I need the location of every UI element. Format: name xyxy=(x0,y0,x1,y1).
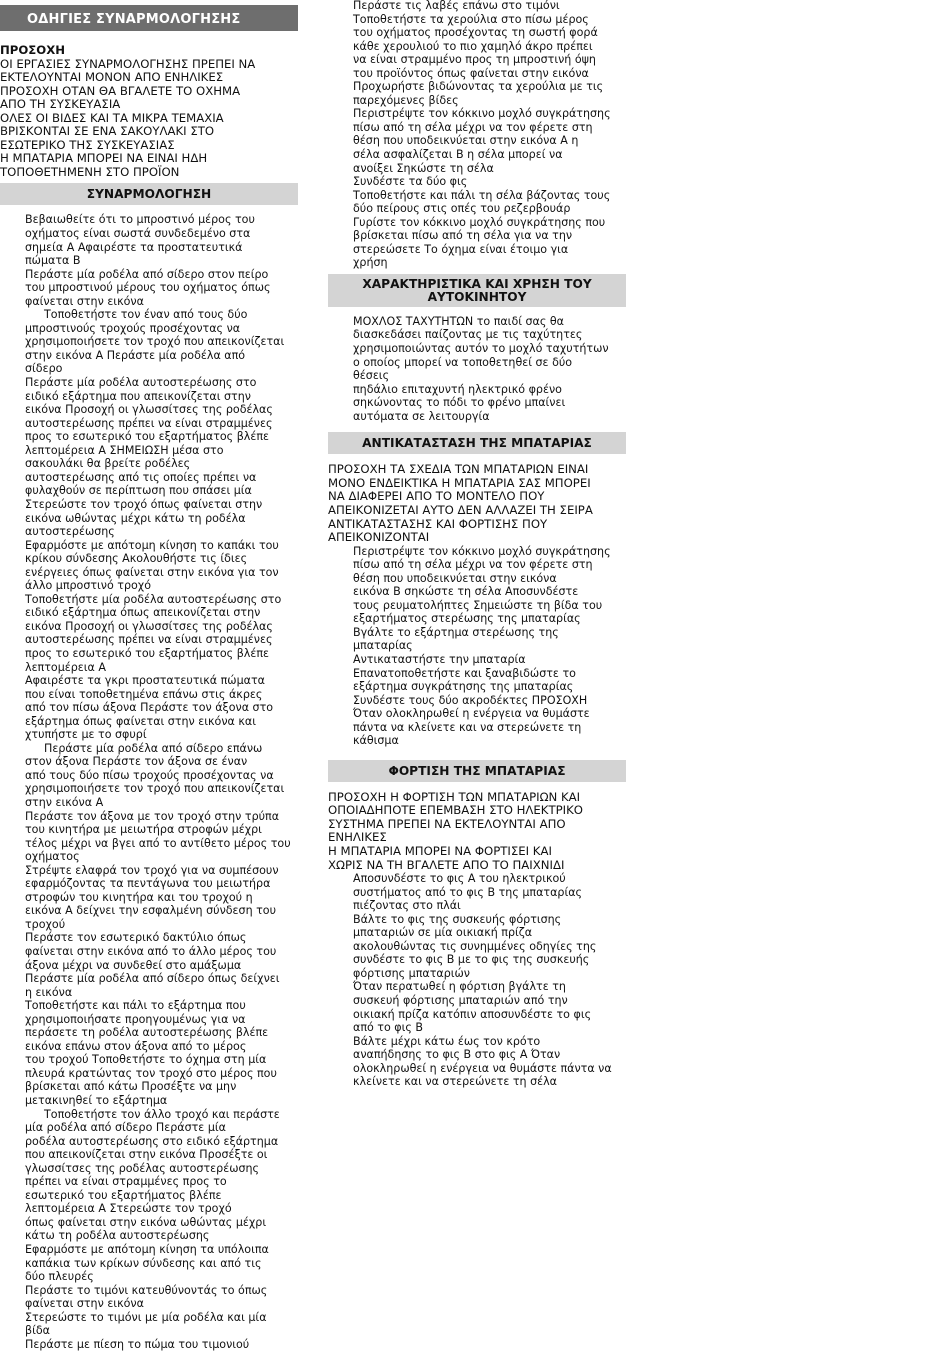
battery-charge-line: ολοκληρωθεί η ενέργεια να θυμάστε πάντα να xyxy=(353,1061,612,1075)
features-line: αυτόματα σε λειτουργία xyxy=(353,409,490,423)
assembly-line: βρίσκεται πίσω από τη σέλα για να την xyxy=(353,229,573,243)
battery-charge-line: Αποσυνδέστε το φις A του ηλεκτρικού xyxy=(353,872,566,886)
assembly-line: Περιστρέψτε τον κόκκινο μοχλό συγκράτησης xyxy=(353,107,611,121)
assembly-line: φαίνεται στην εικόνα από το άλλο μέρος του xyxy=(25,945,277,958)
warning-line: ΠΡΟΣΟΧΗ Η ΦΟΡΤΙΣΗ ΤΩΝ ΜΠΑΤΑΡΙΩΝ ΚΑΙ xyxy=(328,789,581,804)
assembly-line: Συνδέστε τα δύο φις xyxy=(353,175,468,189)
battery-replace-line: εξαρτήματος στερέωσης της μπαταρίας xyxy=(353,612,581,626)
battery-replace-line: εικόνα B σηκώστε τη σέλα Αποσυνδέστε xyxy=(353,585,579,599)
battery-replace-title: ΑΝΤΙΚΑΤΑΣΤΑΣΗ ΤΗΣ ΜΠΑΤΑΡΙΑΣ xyxy=(328,432,626,454)
assembly-line: στροφών του κινητήρα και του τροχού η xyxy=(25,890,253,904)
battery-replace-line: Βγάλτε το εξάρτημα στερέωσης της xyxy=(353,625,559,639)
assembly-line: στον άξονα Περάστε τον άξονα σε έναν xyxy=(25,755,248,769)
assembly-line: χτυπήστε με το σφυρί xyxy=(25,728,147,742)
battery-replace-line: πίσω από τη σέλα μέχρι να τον φέρετε στη xyxy=(353,558,593,572)
assembly-line: αυτοστερέωσης πρέπει να είναι στραμμένες xyxy=(25,633,273,647)
assembly-line: του τροχού Τοποθετήστε το όχημα στη μία xyxy=(25,1053,267,1067)
battery-charge-steps xyxy=(328,872,626,1089)
assembly-line: εικόνα ωθώντας μέχρι κάτω τη ροδέλα xyxy=(25,511,246,525)
battery-charge-line: μπαταριών σε μία οικιακή πρίζα xyxy=(353,926,533,940)
warning-title: ΠΡΟΣΟΧΗ xyxy=(0,43,65,57)
assembly-line: Περάστε τις λαβές επάνω στο τιμόνι xyxy=(353,0,560,12)
features-line: χρησιμοποιώντας αυτόν το μοχλό ταχυτήτων xyxy=(353,342,609,356)
assembly-line: εικόνα A δείχνει την εσφαλμένη σύνδεση του xyxy=(25,904,277,918)
warning-line: ΑΠΟ ΤΗ ΣΥΣΚΕΥΑΣΙΑ xyxy=(0,97,121,112)
assembly-line: δύο πείρους στις οπές του ρεζερβουάρ xyxy=(353,202,571,216)
battery-charge-line: κλείνετε και να στερεώνετε τη σέλα xyxy=(353,1075,557,1089)
warning-line: ΑΠΕΙΚΟΝΙΖΟΝΤΑΙ xyxy=(328,530,430,545)
battery-replace-warning xyxy=(328,463,626,544)
assembly-line: του προϊόντος όπως φαίνεται στην εικόνα xyxy=(353,66,589,80)
battery-replace-line: Συνδέστε τους δύο ακροδέκτες ΠΡΟΣΟΧΗ xyxy=(353,693,588,707)
assembly-line: άξονα μέχρι να συνδεθεί στο αμάξωμα xyxy=(25,958,242,972)
warning-line: ΝΑ ΔΙΑΦΕΡΕΙ ΑΠΟ ΤΟ ΜΟΝΤΕΛΟ ΠΟΥ xyxy=(328,489,545,504)
features-title-line1: ΧΑΡΑΚΤΗΡΙΣΤΙΚΑ ΚΑΙ ΧΡΗΣΗ ΤΟΥ xyxy=(362,276,592,291)
assembly-line: εφαρμόζοντας τα πεντάγωνα του μειωτήρα xyxy=(25,877,271,891)
assembly-line: από τους δύο πίσω τροχούς προσέχοντας να xyxy=(25,768,274,782)
battery-charge-line: αναπήδησης το φις B στο φις A Όταν xyxy=(353,1048,561,1062)
battery-charge-title: ΦΟΡΤΙΣΗ ΤΗΣ ΜΠΑΤΑΡΙΑΣ xyxy=(328,760,626,782)
battery-replace-line: τους ρευματολήπτες Σημειώστε τη βίδα του xyxy=(353,598,603,612)
assembly-line: σέλα ασφαλίζεται B η σέλα μπορεί να xyxy=(353,148,563,162)
battery-charge-warning xyxy=(328,791,626,872)
warning-line: ΕΝΗΛΙΚΕΣ xyxy=(328,830,387,845)
assembly-steps-continued xyxy=(328,0,626,270)
assembly-line: Περάστε μία ροδέλα από σίδερο επάνω xyxy=(44,741,263,755)
assembly-line: στερεώσετε Το όχημα είναι έτοιμο για xyxy=(353,242,569,256)
assembly-line: χρησιμοποιήσετε τον τροχό που απεικονίζεται xyxy=(25,335,285,349)
features-title xyxy=(328,274,626,307)
assembly-line: Αφαιρέστε τα γκρι προστατευτικά πώματα xyxy=(25,674,265,688)
warning-line: ΤΟΠΟΘΕΤΗΜΕΝΗ ΣΤΟ ΠΡΟΪΟΝ xyxy=(0,164,180,179)
assembly-line: του κινητήρα με μειωτήρα στροφών μέχρι xyxy=(25,823,262,837)
assembly-line: που απεικονίζεται στην εικόνα Προσέξτε οι xyxy=(25,1148,268,1162)
assembly-line: που είναι τοποθετημένα επάνω στις άκρες xyxy=(25,687,263,701)
assembly-line: μπροστινούς τροχούς προσέχοντας να xyxy=(25,321,241,335)
right-column xyxy=(328,0,626,1089)
assembly-line: λεπτομέρεια A ΣΗΜΕΙΩΣΗ μέσα στο xyxy=(25,443,224,457)
assembly-line: προς το εσωτερικό του εξαρτήματος βλέπε xyxy=(25,646,270,660)
assembly-line: Εφαρμόστε με απότομη κίνηση τα υπόλοιπα xyxy=(25,1243,269,1257)
assembly-line: βίδα xyxy=(25,1324,50,1338)
assembly-line: ανοίξει Σηκώστε τη σέλα xyxy=(353,161,494,175)
assembly-line: εξάρτημα όπως φαίνεται στην εικόνα και xyxy=(25,714,256,728)
assembly-line: Προχωρήστε βιδώνοντας τα χερούλια με τις xyxy=(353,80,604,94)
assembly-line: Βεβαιωθείτε ότι το μπροστινό μέρος του xyxy=(25,213,255,227)
warning-line: ΜΟΝΟ ΕΝΔΕΙΚΤΙΚΑ Η ΜΠΑΤΑΡΙΑ ΣΑΣ ΜΠΟΡΕΙ xyxy=(328,475,591,490)
battery-replace-line: Αντικαταστήστε την μπαταρία xyxy=(353,652,526,666)
battery-charge-line: συσκευή φόρτισης μπαταριών από την xyxy=(353,994,568,1007)
battery-replace-line: Όταν ολοκληρωθεί η ενέργεια να θυμάστε xyxy=(353,707,590,721)
assembly-line: οχήματος xyxy=(25,850,80,864)
assembly-line: χρησιμοποιήσατε προηγουμένως για να xyxy=(25,1012,246,1026)
warning-line: ΕΣΩΤΕΡΙΚΟ ΤΗΣ ΣΥΣΚΕΥΑΣΙΑΣ xyxy=(0,137,175,152)
assembly-line: σημεία A Αφαιρέστε τα προστατευτικά xyxy=(25,240,243,254)
assembly-line: παρεχόμενες βίδες xyxy=(353,93,459,107)
assembly-line: του οχήματος προσέχοντας τη σωστή φορά xyxy=(353,26,598,40)
assembly-line: Στερεώστε το τιμόνι με μία ροδέλα και μία xyxy=(25,1310,267,1324)
battery-charge-line: πιέζοντας στο πλάι xyxy=(353,899,461,913)
assembly-line: τροχού xyxy=(25,917,66,931)
assembly-title: ΣΥΝΑΡΜΟΛΟΓΗΣΗ xyxy=(0,183,298,205)
assembly-line: φαίνεται στην εικόνα xyxy=(25,294,144,308)
assembly-line: αυτοστερέωσης xyxy=(25,525,115,539)
assembly-line: Εφαρμόστε με απότομη κίνηση το καπάκι του xyxy=(25,538,279,552)
assembly-line: δύο πλευρές xyxy=(25,1270,94,1284)
warning-line: ΟΙ ΕΡΓΑΣΙΕΣ ΣΥΝΑΡΜΟΛΟΓΗΣΗΣ ΠΡΕΠΕΙ ΝΑ xyxy=(0,56,256,71)
left-column xyxy=(0,0,300,1351)
assembly-line: Περάστε μία ροδέλα από σίδερο στον πείρο xyxy=(25,267,269,281)
assembly-line: πώματα B xyxy=(25,254,81,268)
assembly-line: γλωσσίτσες της ροδέλας αυτοστερέωσης xyxy=(25,1161,260,1175)
assembly-line: Περάστε τον εσωτερικό δακτύλιο όπως xyxy=(25,931,247,945)
battery-charge-line: ακολουθώντας τις συνημμένες οδηγίες της xyxy=(353,939,597,953)
assembly-line: ειδικό εξάρτημα όπως απεικονίζεται στην xyxy=(25,606,261,620)
assembly-line: πίσω από τη σέλα μέχρι να τον φέρετε στη xyxy=(353,120,593,134)
assembly-line: βρίσκεται από κάτω Προσέξτε να μην xyxy=(25,1080,237,1094)
assembly-line: Περάστε το τιμόνι κατευθύνοντάς το όπως xyxy=(25,1283,268,1297)
main-title: ΟΔΗΓΙΕΣ ΣΥΝΑΡΜΟΛΟΓΗΣΗΣ xyxy=(0,5,298,31)
battery-replace-line: κάθισμα xyxy=(353,734,399,748)
features-text xyxy=(328,315,626,423)
assembly-line: Περάστε μία ροδέλα από σίδερο όπως δείχνει xyxy=(25,972,280,986)
assembly-line: κάτω τη ροδέλα αυτοστερέωσης xyxy=(25,1229,210,1243)
assembly-line: λεπτομέρεια A Στερεώστε τον τροχό xyxy=(25,1202,232,1216)
assembly-line: σίδερο xyxy=(25,362,63,376)
assembly-line: Τοποθετήστε και πάλι τη σέλα βάζοντας τους xyxy=(353,188,611,202)
assembly-line: άλλο μπροστινό τροχό xyxy=(25,579,152,593)
assembly-line: ροδέλα αυτοστερέωσης στο ειδικό εξάρτημα xyxy=(25,1134,279,1148)
assembly-line: λεπτομέρεια A xyxy=(25,660,106,674)
battery-replace-line: πάντα να κλείνετε και να στερεώνετε τη xyxy=(353,720,582,734)
battery-charge-line: Όταν περατωθεί η φόρτιση βγάλτε τη xyxy=(353,980,566,994)
assembly-line: Τοποθετήστε και πάλι το εξάρτημα που xyxy=(25,999,246,1013)
warning-line: ΑΠΕΙΚΟΝΙΖΕΤΑΙ ΑΥΤΟ ΔΕΝ ΑΛΛΑΖΕΙ ΤΗ ΣΕΙΡΑ xyxy=(328,502,593,517)
battery-charge-line: συνδέστε το φις B με το φις της συσκευής xyxy=(353,953,590,967)
features-line: ο οποίος μπορεί να τοποθετηθεί σε δύο xyxy=(353,355,573,369)
assembly-line: τέλος μέχρι να βγει από το αντίθετο μέρος του xyxy=(25,836,291,850)
assembly-line: κάθε χερουλιού το πιο χαμηλό άκρο πρέπει xyxy=(353,39,593,53)
assembly-line: εικόνα Προσοχή οι γλωσσίτσες της ροδέλας xyxy=(25,403,273,417)
assembly-line: ειδικό εξάρτημα που απεικονίζεται στην xyxy=(25,389,251,403)
warning-line: ΑΝΤΙΚΑΤΑΣΤΑΣΗΣ ΚΑΙ ΦΟΡΤΙΣΗΣ ΠΟΥ xyxy=(328,516,548,531)
features-line: διασκεδάσει παίζοντας με τις ταχύτητες xyxy=(353,328,583,342)
assembly-line: οχήματος είναι σωστά συνδεδεμένο στα xyxy=(25,227,251,241)
battery-charge-line: από το φις B xyxy=(353,1021,424,1035)
assembly-line: στην εικόνα A xyxy=(25,795,104,809)
warning-line: ΣΥΣΤΗΜΑ ΠΡΕΠΕΙ ΝΑ ΕΚΤΕΛΟΥΝΤΑΙ ΑΠΟ xyxy=(328,816,566,831)
assembly-line: Τοποθετήστε τα χερούλια στο πίσω μέρος xyxy=(353,12,589,26)
assembly-line: στην εικόνα A Περάστε μία ροδέλα από xyxy=(25,348,246,362)
assembly-line: κρίκου σύνδεσης Ακολουθήστε τις ίδιες xyxy=(25,552,248,566)
assembly-line: αυτοστερέωσης πρέπει να είναι στραμμένες xyxy=(25,416,273,430)
features-line: ΜΟΧΛΟΣ ΤΑΧΥΤΗΤΩΝ το παιδί σας θα xyxy=(353,314,564,328)
assembly-line: από τον πίσω άξονα Περάστε τον άξονα στο xyxy=(25,701,274,715)
assembly-line: φυλαχθούν σε περίπτωση που σπάσει μία xyxy=(25,484,252,498)
features-title-line2: ΑΥΤΟΚΙΝΗΤΟΥ xyxy=(427,290,527,305)
battery-charge-line: συστήματος από το φις B της μπαταρίας xyxy=(353,885,583,899)
assembly-line: ενέργειες όπως φαίνεται στην εικόνα για τον xyxy=(25,565,279,579)
warning-line: ΠΡΟΣΟΧΗ ΟΤΑΝ ΘΑ ΒΓΑΛΕΤΕ ΤΟ ΟΧΗΜΑ xyxy=(0,83,241,98)
battery-replace-line: Επανατοποθετήστε και ξαναβιδώστε το xyxy=(353,666,576,680)
assembly-line: Περάστε με πίεση το πώμα του τιμονιού xyxy=(25,1337,250,1351)
battery-charge-line: Βάλτε μέχρι κάτω έως τον κρότο xyxy=(353,1034,541,1048)
warning-line: Η ΜΠΑΤΑΡΙΑ ΜΠΟΡΕΙ ΝΑ ΕΙΝΑΙ ΗΔΗ xyxy=(0,151,208,166)
assembly-line: η εικόνα xyxy=(25,985,73,999)
assembly-line: προς το εσωτερικό του εξαρτήματος βλέπε xyxy=(25,430,270,444)
battery-charge-line: Βάλτε το φις της συσκευής φόρτισης xyxy=(353,912,562,926)
warning-text xyxy=(0,58,300,180)
assembly-line: Τοποθετήστε μία ροδέλα αυτοστερέωσης στο xyxy=(25,592,282,606)
assembly-line: όπως φαίνεται στην εικόνα ωθώντας μέχρι xyxy=(25,1215,267,1229)
warning-line: ΠΡΟΣΟΧΗ ΤΑ ΣΧΕΔΙΑ ΤΩΝ ΜΠΑΤΑΡΙΩΝ ΕΙΝΑΙ xyxy=(328,462,589,477)
assembly-line: του μπροστινού μέρους του οχήματος όπως xyxy=(25,281,271,295)
assembly-line: εικόνα επάνω στον άξονα από το μέρος xyxy=(25,1039,247,1053)
assembly-line: πλευρά κρατώντας τον τροχό στο μέρος που xyxy=(25,1066,277,1080)
battery-replace-line: εξάρτημα συγκράτησης της μπαταρίας xyxy=(353,680,574,694)
battery-replace-line: Περιστρέψτε τον κόκκινο μοχλό συγκράτησης xyxy=(353,544,611,558)
assembly-line: σακουλάκι θα βρείτε ροδέλες xyxy=(25,457,191,471)
assembly-line: εικόνα Προσοχή οι γλωσσίτσες της ροδέλας xyxy=(25,619,273,633)
assembly-line: περάσετε τη ροδέλα αυτοστερέωσης βλέπε xyxy=(25,1026,269,1040)
assembly-line: φαίνεται στην εικόνα xyxy=(25,1297,144,1311)
battery-replace-steps xyxy=(328,545,626,748)
assembly-line: καπάκια των κρίκων σύνδεσης και από τις xyxy=(25,1256,262,1270)
warning-line: ΟΠΟΙΑΔΗΠΟΤΕ ΕΠΕΜΒΑΣΗ ΣΤΟ ΗΛΕΚΤΡΙΚΟ xyxy=(328,803,583,818)
assembly-line: Περάστε μία ροδέλα αυτοστερέωσης στο xyxy=(25,376,257,390)
assembly-line: Γυρίστε τον κόκκινο μοχλό συγκράτησης που xyxy=(353,215,606,229)
assembly-line: χρήση xyxy=(353,256,388,270)
battery-charge-line: οικιακή πρίζα κατόπιν αποσυνδέστε το φις xyxy=(353,1007,592,1021)
warning-line: ΕΚΤΕΛΟΥΝΤΑΙ ΜΟΝΟΝ ΑΠΟ ΕΝΗΛΙΚΕΣ xyxy=(0,70,224,85)
warning-line: ΒΡΙΣΚΟΝΤΑΙ ΣΕ ΕΝΑ ΣΑΚΟΥΛΑΚΙ ΣΤΟ xyxy=(0,124,215,139)
battery-charge-line: φόρτισης μπαταριών xyxy=(353,966,471,980)
assembly-line: χρησιμοποιήσετε τον τροχό που απεικονίζεται xyxy=(25,782,285,796)
assembly-line: Περάστε τον άξονα με τον τροχό στην τρύπα xyxy=(25,809,280,823)
features-line: πηδάλιο επιταχυντή ηλεκτρικό φρένο xyxy=(353,382,562,396)
features-line: θέσεις xyxy=(353,369,390,383)
assembly-line: εσωτερικό του εξαρτήματος βλέπε xyxy=(25,1188,222,1202)
assembly-line: πρέπει να είναι στραμμένες προς το xyxy=(25,1175,227,1189)
assembly-line: αυτοστερέωσης από τις οποίες πρέπει να xyxy=(25,470,257,484)
battery-replace-line: μπαταρίας xyxy=(353,639,413,653)
features-line: σηκώνοντας το πόδι το φρένο μπαίνει xyxy=(353,396,566,410)
assembly-line: μία ροδέλα από σίδερο Περάστε μία xyxy=(25,1121,226,1135)
assembly-line: θέση που υποδεικνύεται στην εικόνα A η xyxy=(353,134,579,148)
warning-line: ΟΛΕΣ ΟΙ ΒΙΔΕΣ ΚΑΙ ΤΑ ΜΙΚΡΑ ΤΕΜΑΧΙΑ xyxy=(0,110,224,125)
assembly-line: Στερεώστε τον τροχό όπως φαίνεται στην xyxy=(25,497,263,511)
assembly-line: μετακινηθεί το εξάρτημα xyxy=(25,1094,168,1108)
assembly-line: Τοποθετήστε τον άλλο τροχό και περάστε xyxy=(44,1107,280,1121)
assembly-steps xyxy=(0,213,300,1351)
warning-line: ΧΩΡΙΣ ΝΑ ΤΗ ΒΓΑΛΕΤΕ ΑΠΟ ΤΟ ΠΑΙΧΝΙΔΙ xyxy=(328,857,565,872)
assembly-line: Στρέψτε ελαφρά τον τροχό για να συμπέσουν xyxy=(25,863,279,877)
assembly-line: να είναι στραμμένο προς τη μπροστινή όψη xyxy=(353,53,596,67)
warning-line: Η ΜΠΑΤΑΡΙΑ ΜΠΟΡΕΙ ΝΑ ΦΟΡΤΙΣΕΙ ΚΑΙ xyxy=(328,843,552,858)
assembly-line: Τοποθετήστε τον έναν από τους δύο xyxy=(44,308,248,322)
battery-replace-line: θέση που υποδεικνύεται στην εικόνα xyxy=(353,571,557,585)
